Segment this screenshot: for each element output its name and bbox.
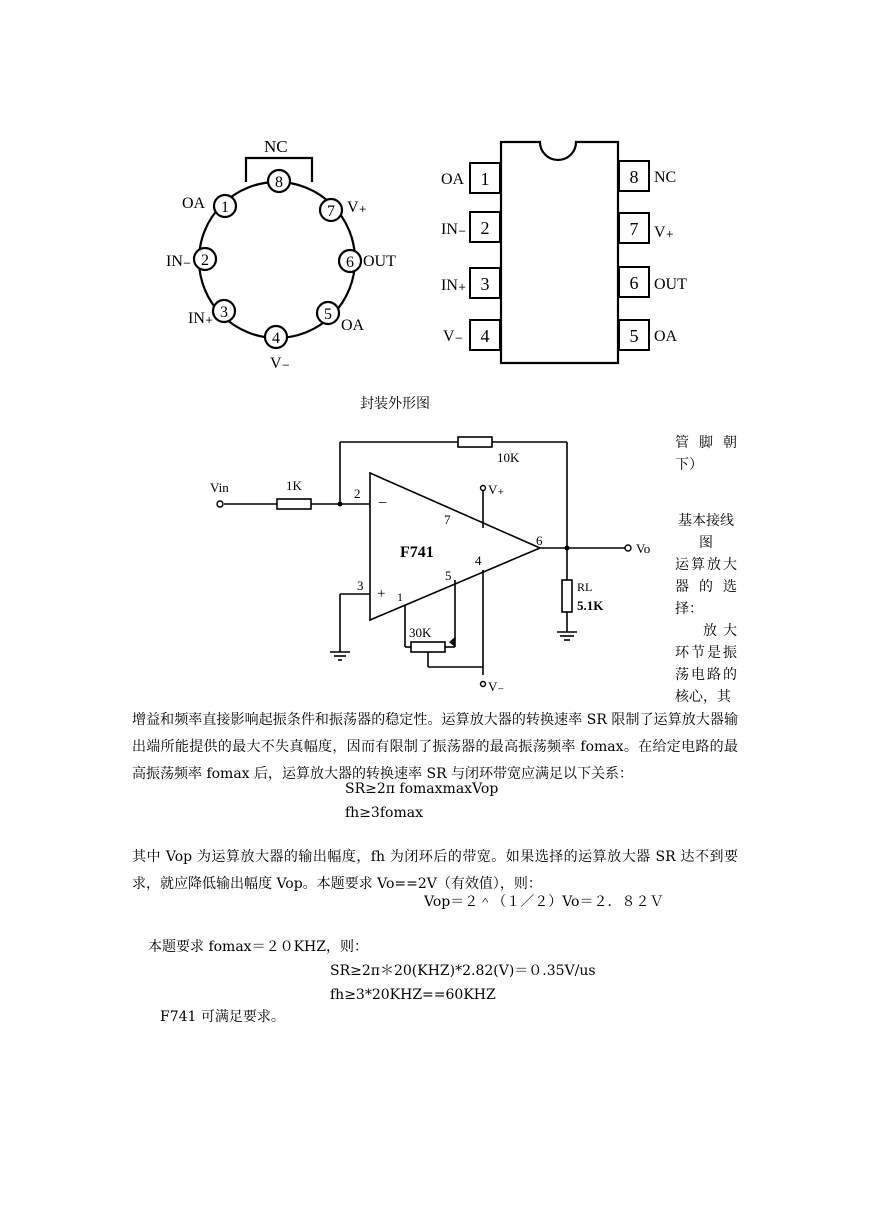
side-note-pins: 管脚朝下） [675,435,737,473]
svg-text:3: 3 [480,274,490,294]
paragraph-3: 本题要求 fomax＝２０KHZ，则： [148,939,368,955]
dip-pin-7 [619,213,674,243]
pin-1 [214,195,236,217]
svg-text:OA: OA [654,328,678,345]
label-v-plus: V₊ [347,199,367,216]
svg-text:6: 6 [629,273,639,293]
label-v-minus: V₋ [270,355,290,372]
svg-text:8: 8 [629,167,639,187]
conclusion: F741 可满足要求。 [160,1009,285,1025]
label-pin-1: 1 [397,590,403,604]
label-r-in: 1K [286,478,302,493]
label-minus: − [378,495,388,512]
side-note-core: 放大环节是振荡电路的核心，其 [675,623,737,705]
svg-text:3: 3 [220,304,228,321]
dip-pin-1 [441,163,500,193]
label-nc: NC [264,137,288,156]
svg-text:7: 7 [629,219,639,239]
formula-5: fh≥3*20KHZ==60KHZ [330,987,496,1003]
svg-text:2: 2 [480,218,490,238]
svg-text:V₊: V₊ [654,224,674,241]
label-in-minus: IN₋ [166,253,192,270]
figure-caption: 封装外形图 [360,396,430,412]
label-rl-value: 5.1K [577,598,604,613]
label-vin: Vin [210,480,229,495]
dip-pin-2 [441,212,500,242]
dip-pin-6 [619,267,687,297]
label-pin-3: 3 [357,578,364,593]
label-pot: 30K [409,625,432,640]
label-v-minus: V₋ [488,679,505,694]
label-pin-4: 4 [475,553,482,568]
pin-6 [339,250,361,272]
pin-8 [268,170,290,192]
circuit-diagram [200,430,670,700]
formula-2: fh≥3fomax [345,805,423,821]
paragraph-1: 增益和频率直接影响起振条件和振荡器的稳定性。运算放大器的转换速率 SR 限制了运算放大器输出端所能提供的最大不失真幅度，因而有限制了振荡器的最高振荡频率 fomax。在给定电路的最高振荡频率 fomax 后，运算放大器的转换速率 SR 与闭环带宽应满足以下关系： [132,712,738,782]
svg-text:5: 5 [629,326,639,346]
svg-text:OA: OA [441,171,465,188]
paragraph-2: 其中 Vop 为运算放大器的输出幅度，fh 为闭环后的带宽。如果选择的运算放大器 SR 达不到要求，就应降低输出幅度 Vop。本题要求 Vo==2V（有效值），则： [132,849,738,892]
pin-4 [265,326,287,348]
svg-text:4: 4 [272,330,280,347]
side-note-opamp-select: 运算放大器的选择： [675,557,737,617]
dip-pin-5 [619,320,678,350]
pin-3 [213,300,235,322]
label-v-plus: V₊ [488,482,505,497]
side-note-basic-wiring: 基本接线图 [678,513,734,551]
round-package-diagram [160,130,420,375]
svg-text:IN₋: IN₋ [441,221,467,238]
svg-text:OUT: OUT [654,276,687,293]
dip-pin-8 [619,161,676,191]
label-vo: Vo [636,541,651,556]
label-in-plus: IN₊ [188,310,214,327]
label-pin-5: 5 [445,568,452,583]
formula-4: SR≥2π＊20(KHZ)*2.82(V)＝０.35V/us [330,963,596,979]
svg-text:2: 2 [201,252,209,269]
label-rl: RL [577,580,593,594]
pin-5 [317,302,339,324]
svg-text:8: 8 [275,174,283,191]
label-pin-6: 6 [536,533,543,548]
label-oa-1: OA [182,195,206,212]
label-oa-5: OA [341,317,365,334]
svg-text:V₋: V₋ [443,328,463,345]
label-out: OUT [363,253,396,270]
dip-package-diagram [435,135,695,370]
label-pin-2: 2 [354,486,361,501]
svg-text:NC: NC [654,169,677,186]
label-pin-7: 7 [444,512,451,527]
dip-pin-4 [443,320,500,350]
svg-text:1: 1 [221,199,229,216]
svg-text:IN₊: IN₊ [441,277,467,294]
svg-text:7: 7 [327,203,335,220]
svg-text:4: 4 [480,326,490,346]
formula-1: SR≥2π fomaxmaxVop [345,781,499,797]
svg-text:6: 6 [346,254,354,271]
svg-text:5: 5 [324,306,332,323]
label-r-fb: 10K [497,450,520,465]
svg-text:1: 1 [480,169,490,189]
pin-7 [320,199,342,221]
label-plus: + [377,586,386,602]
label-chip: F741 [400,544,434,561]
pin-2 [194,248,216,270]
dip-pin-3 [441,268,500,298]
formula-3: Vop＝２＾（１／２）Vo＝２．８２Ｖ [424,894,664,910]
